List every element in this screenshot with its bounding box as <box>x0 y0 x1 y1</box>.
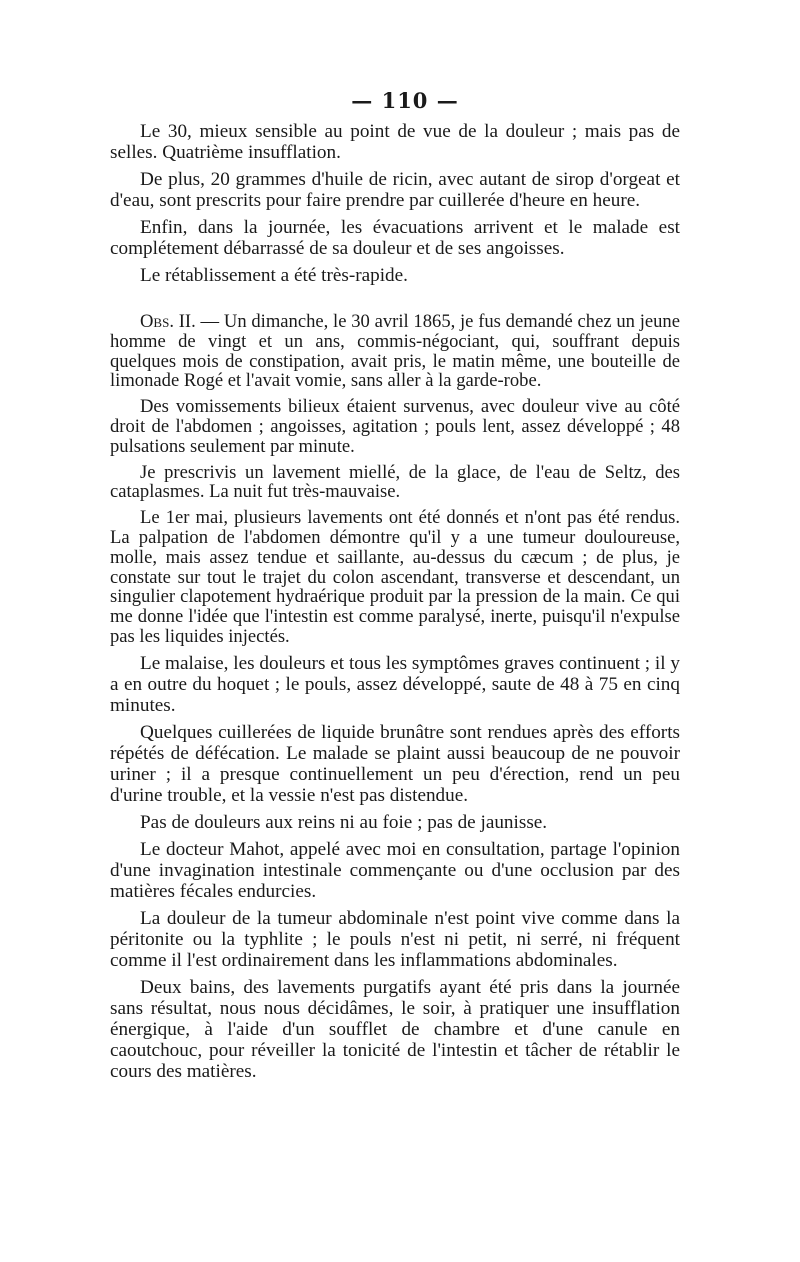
paragraph: Je prescrivis un lavement miellé, de la glace, de l'eau de Seltz, des cataplasmes. La nuit fut très-mauvaise. <box>110 461 680 503</box>
paragraph: Deux bains, des lavements purgatifs ayant été pris dans la journée sans résultat, nous nous décidâmes, le soir, à pratiquer une insufflation énergique, à l'aide d'un soufflet de chambre et d'une canule en caoutchouc, pour réveiller la tonicité de l'intestin et tâcher de rétablir le cours des matières. <box>110 976 680 1082</box>
paragraph: Des vomissements bilieux étaient survenus, avec douleur vive au côté droit de l'abdomen ; angoisses, agitation ; pouls lent, assez développé ; 48 pulsations seulement par minute. <box>110 396 680 457</box>
observation-label: Obs. II. <box>140 311 196 332</box>
observation-paragraph <box>110 312 680 391</box>
observation-text: — Un dimanche, le 30 avril 1865, je fus demandé chez un jeune homme de vingt et un ans, commis-négociant, qui, souffrant depuis quelques mois de constipation, avait pris, le matin même, une bouteille de limonade Rogé et l'avait vomie, sans aller à la garde-robe. <box>110 311 680 392</box>
paragraph: Pas de douleurs aux reins ni au foie ; pas de jaunisse. <box>140 811 548 833</box>
paragraph: Le docteur Mahot, appelé avec moi en consultation, partage l'opinion d'une invagination intestinale commençante ou d'une occlusion par des matières fécales endurcies. <box>110 838 680 902</box>
paragraph: Le 1er mai, plusieurs lavements ont été donnés et n'ont pas été rendus. La palpation de l'abdomen démontre qu'il y a une tumeur douloureuse, molle, mais assez tendue et saillante, au-dessus du cæcum ; de plus, je constate sur tout le trajet du colon ascendant, transverse et descendant, un singulier clapotement hydraérique produit par la pression de la main. Ce qui me donne l'idée que l'intestin est comme paralysé, inerte, puisqu'il n'expulse pas les liquides injectés. <box>110 507 680 647</box>
section-gap <box>110 292 680 312</box>
paragraph: Le malaise, les douleurs et tous les symptômes graves continuent ; il y a en outre du hoquet ; le pouls, assez développé, saute de 48 à 75 en cinq minutes. <box>110 652 680 716</box>
paragraph: Enfin, dans la journée, les évacuations arrivent et le malade est complétement débarrassé de sa douleur et de ses angoisses. <box>110 217 680 259</box>
book-page <box>110 88 680 1088</box>
paragraph: La douleur de la tumeur abdominale n'est point vive comme dans la péritonite ou la typhlite ; le pouls n'est ni petit, ni serré, ni fréquent comme il l'est ordinairement dans les inflammations abdominales. <box>110 907 680 971</box>
paragraph: Le rétablissement a été très-rapide. <box>140 265 408 286</box>
paragraph: Le 30, mieux sensible au point de vue de la douleur ; mais pas de selles. Quatrième insufflation. <box>110 121 680 163</box>
paragraph: De plus, 20 grammes d'huile de ricin, avec autant de sirop d'orgeat et d'eau, sont prescrits pour faire prendre par cuillerée d'heure en heure. <box>110 169 680 211</box>
paragraph: Quelques cuillerées de liquide brunâtre sont rendues après des efforts répétés de défécation. Le malade se plaint aussi beaucoup de ne pouvoir uriner ; il a presque continuellement un peu d'érection, rend un peu d'urine trouble, et la vessie n'est pas distendue. <box>110 721 680 806</box>
page-number: — 110 — <box>351 88 459 113</box>
